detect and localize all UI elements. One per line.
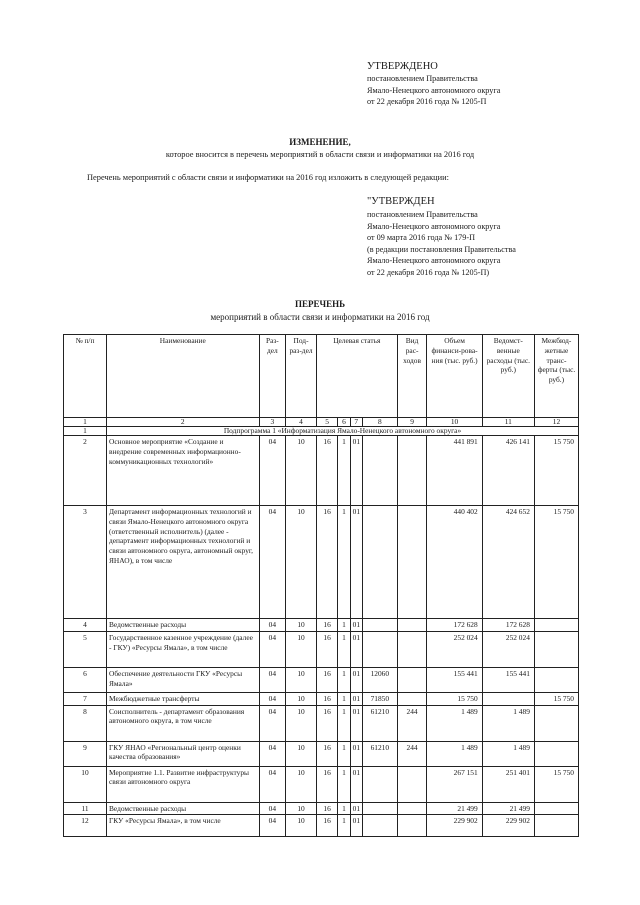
cell-departmental: 155 441: [482, 667, 534, 692]
cell-subsection: 10: [286, 667, 317, 692]
cell-departmental: 1 489: [482, 705, 534, 741]
cell-target-activity: 01: [350, 619, 362, 632]
approval-block-2: [367, 195, 516, 278]
cell-target-subprogram: 1: [338, 741, 350, 766]
cell-subsection: 10: [286, 506, 317, 619]
cell-target-activity: 01: [350, 741, 362, 766]
cell-transfers: 15 750: [534, 436, 578, 506]
cell-departmental: [482, 692, 534, 705]
cell-target-activity: 01: [350, 815, 362, 837]
cell-subsection: 10: [286, 619, 317, 632]
col-number: 8: [362, 418, 397, 427]
col-number: 7: [350, 418, 362, 427]
table-row: [64, 741, 579, 766]
approval2-line: от 09 марта 2016 года № 179-П: [367, 233, 476, 242]
cell-subsection: 10: [286, 815, 317, 837]
cell-volume: 441 891: [427, 436, 482, 506]
cell-target-subprogram: 1: [338, 802, 350, 815]
cell-volume: 15 750: [427, 692, 482, 705]
cell-num: 6: [64, 667, 107, 692]
cell-target-code: [362, 766, 397, 802]
cell-departmental: 426 141: [482, 436, 534, 506]
cell-name: Обеспечение деятельности ГКУ «Ресурсы Ямала»: [107, 667, 260, 692]
cell-section: 04: [259, 436, 286, 506]
header-volume: Объем финанси-рова-ния (тыс. руб.): [427, 335, 482, 418]
cell-target-activity: 01: [350, 802, 362, 815]
cell-name: Ведомственные расходы: [107, 619, 260, 632]
list-title: ПЕРЕЧЕНЬ: [294, 299, 346, 309]
cell-num: 3: [64, 506, 107, 619]
cell-target-subprogram: 1: [338, 506, 350, 619]
col-number: 4: [286, 418, 317, 427]
cell-expense-type: 244: [397, 705, 427, 741]
cell-target-code: [362, 436, 397, 506]
cell-target-subprogram: 1: [338, 705, 350, 741]
cell-transfers: [534, 667, 578, 692]
cell-target-code: 12060: [362, 667, 397, 692]
cell-expense-type: 244: [397, 741, 427, 766]
cell-target-activity: 01: [350, 506, 362, 619]
approval2-line: Ямало-Ненецкого автономного округа: [367, 256, 501, 265]
cell-section: 04: [259, 692, 286, 705]
cell-name: Ведомственные расходы: [107, 802, 260, 815]
cell-target-code: [362, 506, 397, 619]
cell-departmental: 251 401: [482, 766, 534, 802]
cell-volume: 252 024: [427, 631, 482, 667]
cell-section: 04: [259, 506, 286, 619]
cell-target-activity: 01: [350, 766, 362, 802]
cell-num: 10: [64, 766, 107, 802]
cell-section: 04: [259, 766, 286, 802]
cell-target-program: 16: [316, 802, 338, 815]
col-number: 12: [534, 418, 578, 427]
cell-num: 11: [64, 802, 107, 815]
cell-transfers: 15 750: [534, 692, 578, 705]
cell-volume: 267 151: [427, 766, 482, 802]
cell-section: 04: [259, 667, 286, 692]
cell-subsection: 10: [286, 802, 317, 815]
document-title: ИЗМЕНЕНИЕ,: [289, 137, 351, 147]
cell-target-code: 71850: [362, 692, 397, 705]
cell-target-program: 16: [316, 766, 338, 802]
cell-departmental: 21 499: [482, 802, 534, 815]
cell-expense-type: [397, 766, 427, 802]
table-row: [64, 667, 579, 692]
cell-subsection: 10: [286, 692, 317, 705]
col-number: 6: [338, 418, 350, 427]
table-row: [64, 766, 579, 802]
header-target: Целевая статья: [316, 335, 397, 418]
cell-volume: 1 489: [427, 705, 482, 741]
cell-volume: 155 441: [427, 667, 482, 692]
cell-section: 04: [259, 802, 286, 815]
cell-target-activity: 01: [350, 692, 362, 705]
cell-target-subprogram: 1: [338, 631, 350, 667]
col-number: 10: [427, 418, 482, 427]
cell-departmental: 252 024: [482, 631, 534, 667]
table-row: [64, 506, 579, 619]
cell-subsection: 10: [286, 766, 317, 802]
list-subtitle: мероприятий в области связи и информатики на 2016 год: [210, 312, 430, 322]
cell-target-activity: 01: [350, 631, 362, 667]
table-row: [64, 705, 579, 741]
cell-subsection: 10: [286, 436, 317, 506]
cell-target-code: 61210: [362, 741, 397, 766]
col-number: 11: [482, 418, 534, 427]
cell-expense-type: [397, 667, 427, 692]
cell-target-code: 61210: [362, 705, 397, 741]
cell-target-program: 16: [316, 741, 338, 766]
approval2-line: постановлением Правительства: [367, 210, 478, 219]
approval-line: Ямало-Ненецкого автономного округа: [367, 85, 501, 95]
cell-target-code: [362, 631, 397, 667]
cell-target-program: 16: [316, 436, 338, 506]
header-expense-type: Вид рас-ходов: [397, 335, 427, 418]
cell-transfers: [534, 741, 578, 766]
cell-expense-type: [397, 631, 427, 667]
cell-target-code: [362, 802, 397, 815]
cell-subsection: 10: [286, 741, 317, 766]
cell-expense-type: [397, 815, 427, 837]
cell-expense-type: [397, 436, 427, 506]
cell-target-subprogram: 1: [338, 619, 350, 632]
cell-volume: 229 902: [427, 815, 482, 837]
approval-block: [367, 60, 500, 108]
table-row: [64, 436, 579, 506]
cell-subsection: 10: [286, 705, 317, 741]
cell-name: Мероприятие 1.1. Развитие инфраструктуры связи автономного округа: [107, 766, 260, 802]
activities-table: [63, 334, 579, 837]
cell-expense-type: [397, 802, 427, 815]
cell-transfers: [534, 802, 578, 815]
cell-transfers: 15 750: [534, 766, 578, 802]
cell-target-program: 16: [316, 667, 338, 692]
table-row: [64, 619, 579, 632]
table-row: [64, 815, 579, 837]
col-number: 2: [107, 418, 260, 427]
cell-expense-type: [397, 619, 427, 632]
cell-departmental: 1 489: [482, 741, 534, 766]
header-subsection: Под-раз-дел: [286, 335, 317, 418]
cell-volume: 21 499: [427, 802, 482, 815]
approval-line: от 22 декабря 2016 года № 1205-П: [367, 97, 487, 106]
approval2-line: Ямало-Ненецкого автономного округа: [367, 221, 501, 231]
cell-target-program: 16: [316, 692, 338, 705]
cell-section: 04: [259, 815, 286, 837]
header-section: Раз-дел: [259, 335, 286, 418]
cell-target-program: 16: [316, 506, 338, 619]
cell-num: 9: [64, 741, 107, 766]
cell-target-activity: 01: [350, 705, 362, 741]
cell-target-subprogram: 1: [338, 692, 350, 705]
col-number: 1: [64, 418, 107, 427]
cell-section: 04: [259, 705, 286, 741]
subprogram-num: 1: [64, 427, 107, 436]
cell-volume: 1 489: [427, 741, 482, 766]
cell-name: Межбюджетные трансферты: [107, 692, 260, 705]
cell-target-program: 16: [316, 815, 338, 837]
cell-departmental: 424 652: [482, 506, 534, 619]
header-name: Наименование: [107, 335, 260, 418]
cell-target-activity: 01: [350, 436, 362, 506]
cell-name: Государственное казенное учреждение (далее - ГКУ) «Ресурсы Ямала», в том числе: [107, 631, 260, 667]
approval-line: постановлением Правительства: [367, 74, 478, 83]
cell-target-program: 16: [316, 705, 338, 741]
approval2-heading: "УТВЕРЖДЕН: [367, 196, 435, 207]
cell-subsection: 10: [286, 631, 317, 667]
cell-volume: 440 402: [427, 506, 482, 619]
cell-target-activity: 01: [350, 667, 362, 692]
cell-section: 04: [259, 619, 286, 632]
subprogram-row: [64, 427, 579, 436]
cell-transfers: [534, 815, 578, 837]
cell-target-code: [362, 815, 397, 837]
cell-expense-type: [397, 506, 427, 619]
subprogram-label: Подпрограмма 1 «Информатизация Ямало-Ненецкого автономного округа»: [107, 427, 579, 436]
cell-departmental: 172 628: [482, 619, 534, 632]
col-number: 5: [316, 418, 338, 427]
cell-section: 04: [259, 741, 286, 766]
cell-target-program: 16: [316, 619, 338, 632]
cell-departmental: 229 902: [482, 815, 534, 837]
cell-transfers: 15 750: [534, 506, 578, 619]
cell-transfers: [534, 619, 578, 632]
cell-target-subprogram: 1: [338, 667, 350, 692]
column-numbers-row: [64, 418, 579, 427]
cell-num: 5: [64, 631, 107, 667]
cell-num: 2: [64, 436, 107, 506]
header-num: № п/п: [64, 335, 107, 418]
cell-num: 8: [64, 705, 107, 741]
cell-name: ГКУ ЯНАО «Региональный центр оценки качества образования»: [107, 741, 260, 766]
approval2-line: от 22 декабря 2016 года № 1205-П): [367, 267, 490, 277]
cell-section: 04: [259, 631, 286, 667]
col-number: 9: [397, 418, 427, 427]
table-row: [64, 631, 579, 667]
intro-text: Перечень мероприятий с области связи и информатики на 2016 год изложить в следующей редакции:: [87, 173, 449, 182]
cell-target-subprogram: 1: [338, 815, 350, 837]
cell-transfers: [534, 631, 578, 667]
cell-target-code: [362, 619, 397, 632]
cell-name: Основное мероприятие «Создание и внедрение современных информационно-коммуникационных технологий»: [107, 436, 260, 506]
cell-volume: 172 628: [427, 619, 482, 632]
cell-name: Соисполнитель - департамент образования автономного округа, в том числе: [107, 705, 260, 741]
cell-expense-type: [397, 692, 427, 705]
approval-heading: УТВЕРЖДЕНО: [367, 61, 438, 72]
header-transfers: Межбюд-жетные транс-ферты (тыс. руб.): [534, 335, 578, 418]
cell-target-subprogram: 1: [338, 436, 350, 506]
cell-target-subprogram: 1: [338, 766, 350, 802]
cell-num: 12: [64, 815, 107, 837]
approval2-line: (в редакции постановления Правительства: [367, 244, 516, 254]
cell-num: 7: [64, 692, 107, 705]
col-number: 3: [259, 418, 286, 427]
table-header-row: [64, 335, 579, 418]
cell-target-program: 16: [316, 631, 338, 667]
table-row: [64, 802, 579, 815]
header-departmental: Ведомст-венные расходы (тыс. руб.): [482, 335, 534, 418]
table-row: [64, 692, 579, 705]
document-subtitle: которое вносится в перечень мероприятий в области связи и информатики на 2016 год: [165, 150, 475, 159]
cell-transfers: [534, 705, 578, 741]
cell-name: ГКУ «Ресурсы Ямала», в том числе: [107, 815, 260, 837]
cell-name: Департамент информационных технологий и связи Ямало-Ненецкого автономного округа (ответственный исполнитель) (далее - департамент информационных технологий и связи автономного округа, автономный округ, ЯНАО), в том числе: [107, 506, 260, 619]
cell-num: 4: [64, 619, 107, 632]
